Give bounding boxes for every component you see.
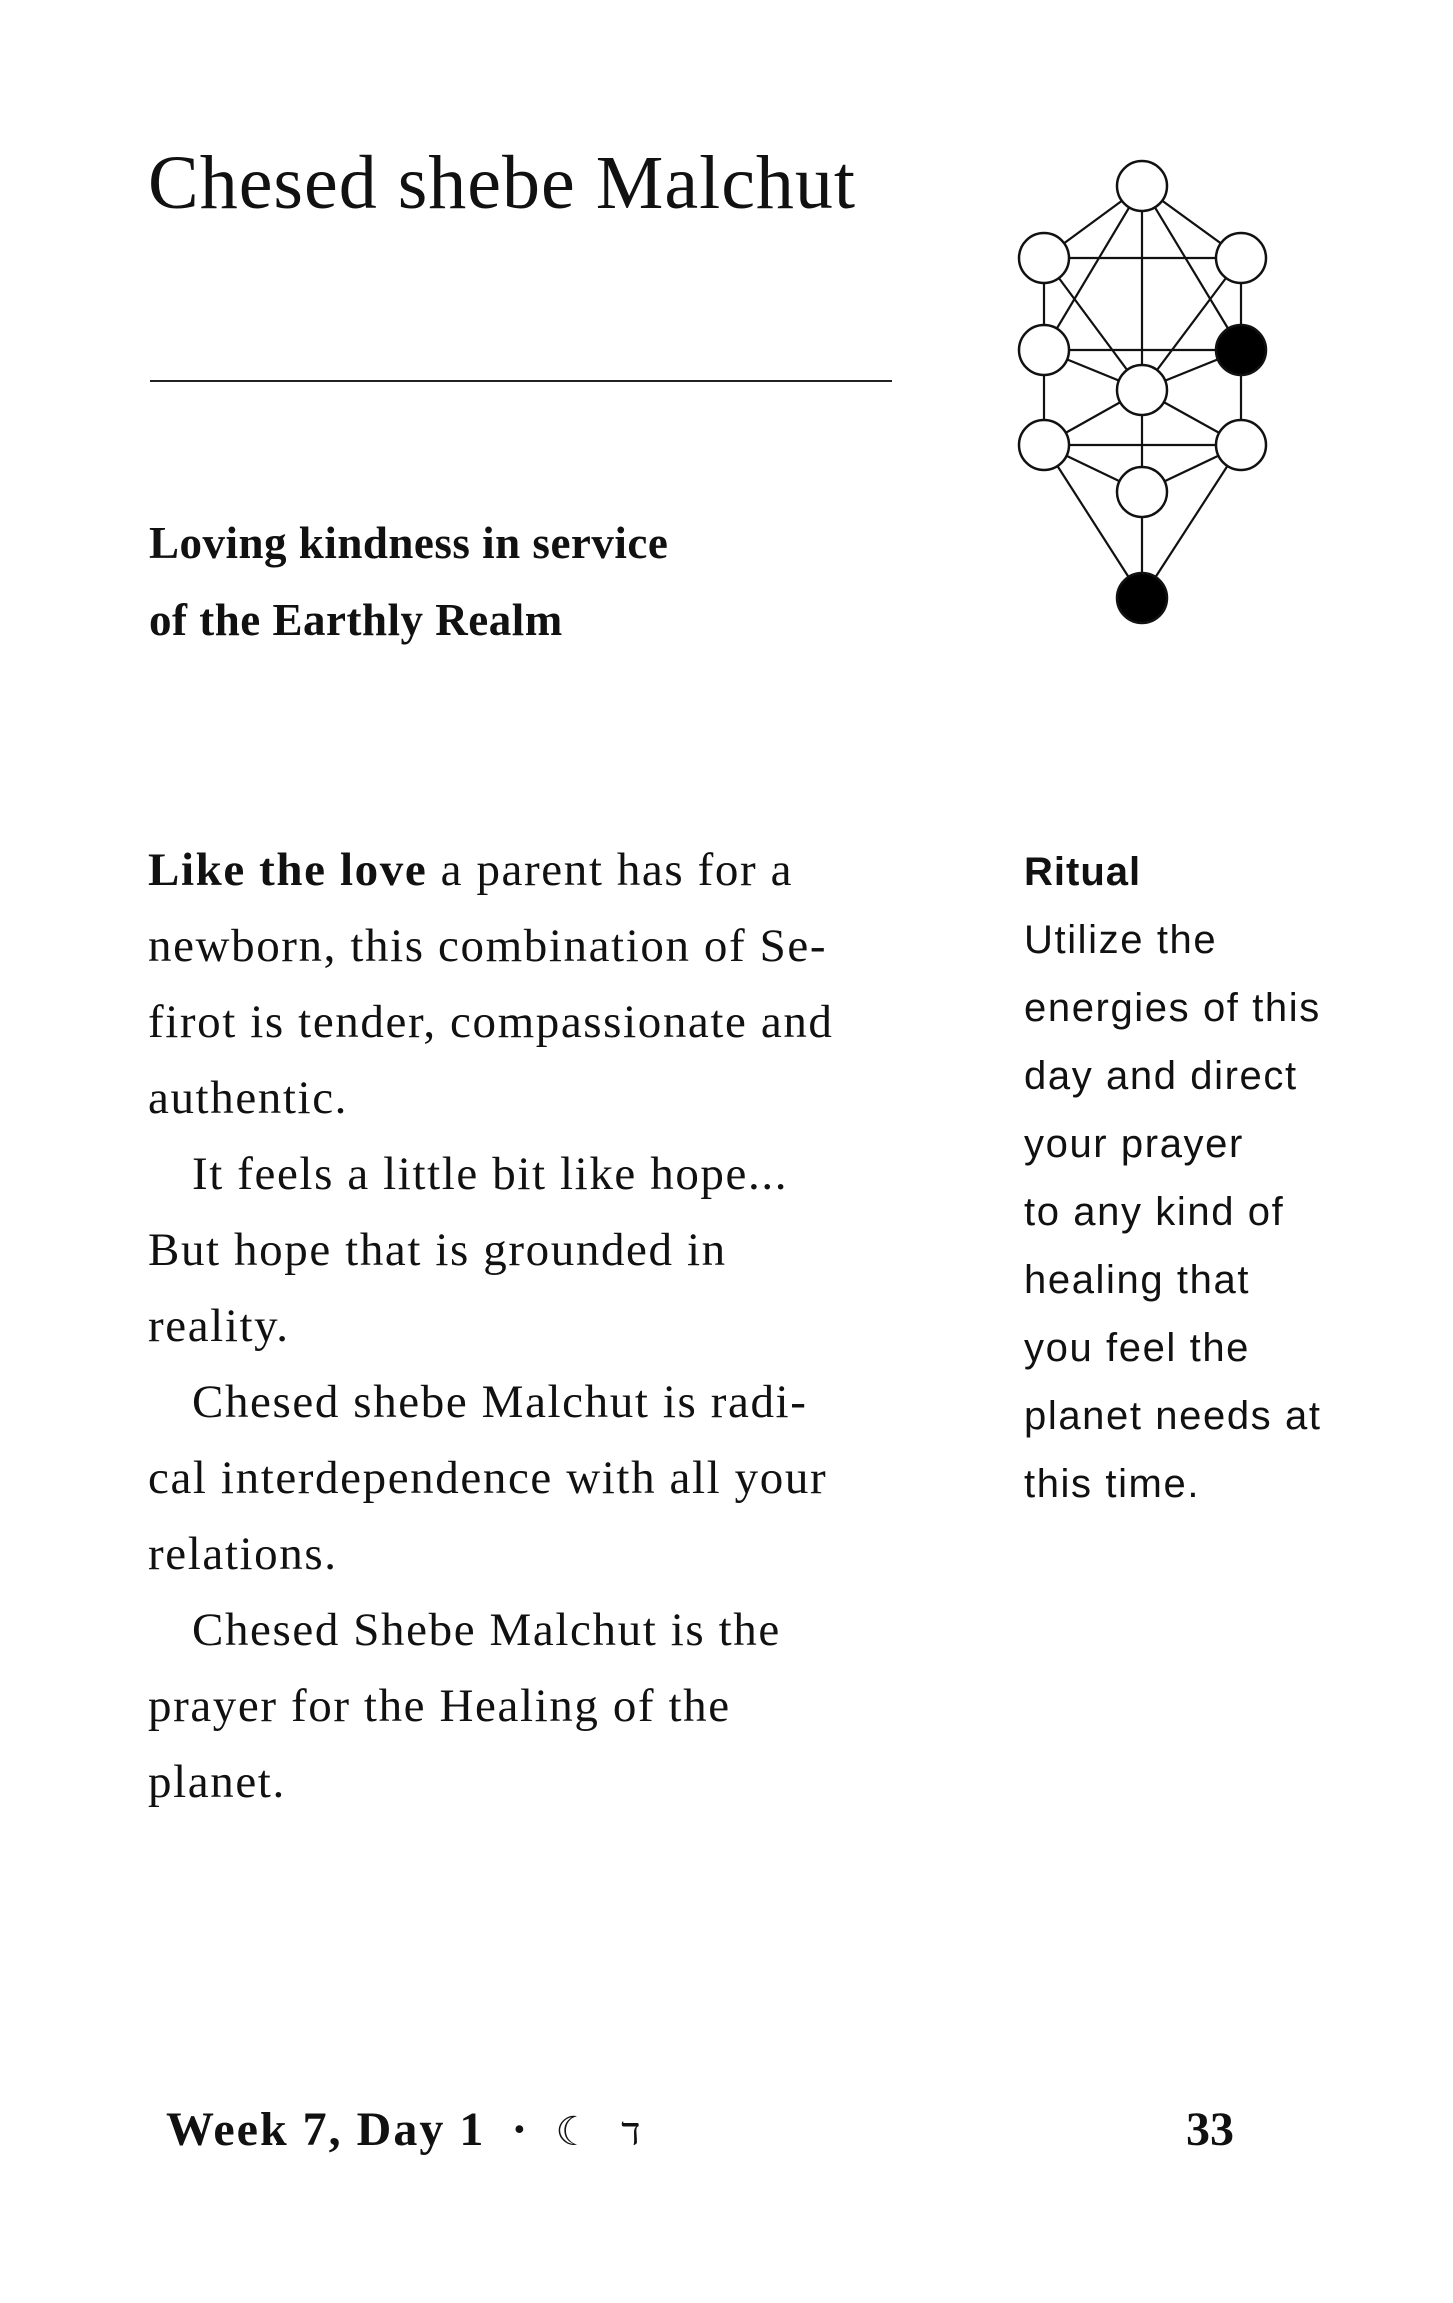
body-line-rest: a parent has for a: [427, 844, 794, 896]
ritual-heading: Ritual: [1024, 850, 1142, 894]
sefirah-right-middle: [1216, 325, 1266, 375]
sefirah-left-middle: [1019, 325, 1069, 375]
tree-of-life-icon: [0, 0, 1453, 700]
hebrew-letter: ד: [621, 2109, 643, 2154]
ritual-line: planet needs at: [1024, 1394, 1322, 1438]
sefirah-lower-center: [1117, 467, 1167, 517]
body-line: planet.: [148, 1756, 286, 1808]
ritual-line: Utilize the: [1024, 918, 1218, 962]
body-text: [148, 832, 908, 1820]
footer-separator: ·: [511, 2103, 530, 2156]
body-line: firot is tender, compassionate and: [148, 996, 834, 1048]
page-title: Chesed shebe Malchut: [148, 141, 857, 225]
ritual-line: you feel the: [1024, 1326, 1251, 1370]
body-line: newborn, this combination of Se-: [148, 920, 828, 972]
ritual-sidebar: [1024, 838, 1424, 1518]
sefirah-bottom: [1117, 573, 1167, 623]
body-line: But hope that is grounded in: [148, 1224, 727, 1276]
body-line: Chesed Shebe Malchut is the: [192, 1604, 781, 1656]
sefirah-left-upper: [1019, 233, 1069, 283]
ritual-line: to any kind of: [1024, 1190, 1285, 1234]
ritual-line: healing that: [1024, 1258, 1251, 1302]
sefirah-center: [1117, 365, 1167, 415]
body-line: Chesed shebe Malchut is radi-: [192, 1376, 808, 1428]
week-day-label: Week 7, Day 1: [166, 2103, 486, 2156]
sefirah-right-upper: [1216, 233, 1266, 283]
footer-running-head: [166, 2102, 642, 2157]
body-line: relations.: [148, 1528, 338, 1580]
moon-icon: ☾: [555, 2109, 594, 2154]
body-lead: Like the love: [148, 844, 428, 896]
ritual-line: energies of this: [1024, 986, 1321, 1030]
body-line: authentic.: [148, 1072, 349, 1124]
body-line: cal interdependence with all your: [148, 1452, 828, 1504]
subtitle-line: of the Earthly Realm: [149, 595, 563, 645]
body-line: prayer for the Healing of the: [148, 1680, 731, 1732]
body-line: [148, 832, 908, 908]
sefirah-right-lower: [1216, 420, 1266, 470]
ritual-line: day and direct: [1024, 1054, 1298, 1098]
sefirah-top: [1117, 161, 1167, 211]
sefirah-left-lower: [1019, 420, 1069, 470]
body-line: reality.: [148, 1300, 290, 1352]
page-number: 33: [1186, 2103, 1234, 2156]
ritual-line: your prayer: [1024, 1122, 1244, 1166]
subtitle-line: Loving kindness in service: [149, 518, 669, 568]
body-line: It feels a little bit like hope...: [192, 1148, 789, 1200]
ritual-line: this time.: [1024, 1462, 1201, 1506]
